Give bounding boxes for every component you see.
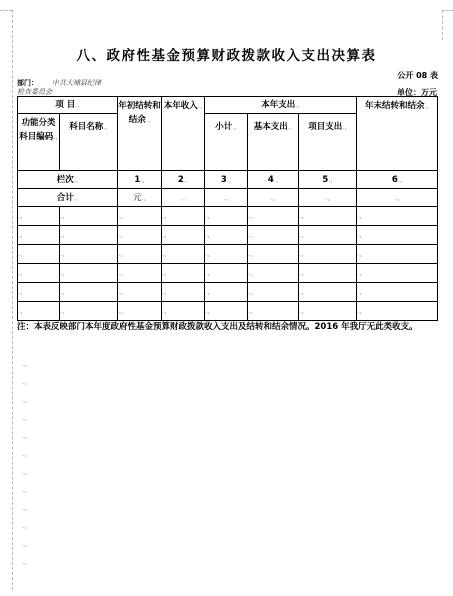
header-current-expense: 本年支出., <box>205 97 357 114</box>
top-margin-guide <box>0 10 12 11</box>
table-row: ., ., ., ., ., ., ., ., <box>18 226 438 245</box>
top-margin-guide-right <box>442 10 453 11</box>
table-row: ., ., ., ., ., ., ., ., <box>18 302 438 321</box>
column-number-label: 栏次., <box>18 171 118 189</box>
column-number-6: 6., <box>357 171 438 189</box>
header-opening-balance: 年初结转和结余., <box>118 97 162 171</box>
header-item: 项 目., <box>18 97 118 114</box>
header-subtotal: 小计., <box>205 114 248 171</box>
column-number-3: 3., <box>205 171 248 189</box>
total-cell: ., <box>162 189 205 207</box>
total-cell: ., <box>248 189 299 207</box>
page-title: 八、政府性基金预算财政拨款收入支出决算表 <box>76 48 377 64</box>
column-number-2: 2., <box>162 171 205 189</box>
department-label: 部门： <box>17 79 38 87</box>
header-project-expense: 项目支出., <box>299 114 357 171</box>
header-closing-balance: 年末结转和结余., <box>357 97 438 171</box>
header-basic-expense: 基本支出., <box>248 114 299 171</box>
form-number: 公开 08 表 <box>397 71 438 80</box>
total-cell: ., <box>205 189 248 207</box>
header-subject-name: 科目名称., <box>60 114 118 171</box>
total-cell: ., <box>357 189 438 207</box>
header-func-code: 功能分类科目编码., <box>18 114 60 171</box>
right-margin-guide <box>442 10 443 40</box>
department-value: 中共大埔县纪律 <box>52 79 101 87</box>
total-row-label: 合计., <box>18 189 118 207</box>
table-row: ., ., ., ., ., ., ., ., <box>18 283 438 302</box>
total-cell: ., <box>299 189 357 207</box>
table-row: ., ., ., ., ., ., ., ., <box>18 207 438 226</box>
unit-label: 单位：万元 <box>397 88 437 97</box>
column-number-5: 5., <box>299 171 357 189</box>
column-number-4: 4., <box>248 171 299 189</box>
header-current-income: 本年收入., <box>162 97 205 171</box>
total-opening-value: 元., <box>118 189 162 207</box>
column-number-1: 1., <box>118 171 162 189</box>
department-value-line2: 检查委员会 <box>17 88 52 96</box>
table-row: ., ., ., ., ., ., ., ., <box>18 264 438 283</box>
budget-table <box>17 96 438 321</box>
table-row: ., ., ., ., ., ., ., ., <box>18 245 438 264</box>
left-margin-guide <box>12 10 13 590</box>
table-note: 注：本表反映部门本年度政府性基金预算财政拨款收入支出及结转和结余情况。2016 年我厅无此类收支。 <box>17 322 418 332</box>
